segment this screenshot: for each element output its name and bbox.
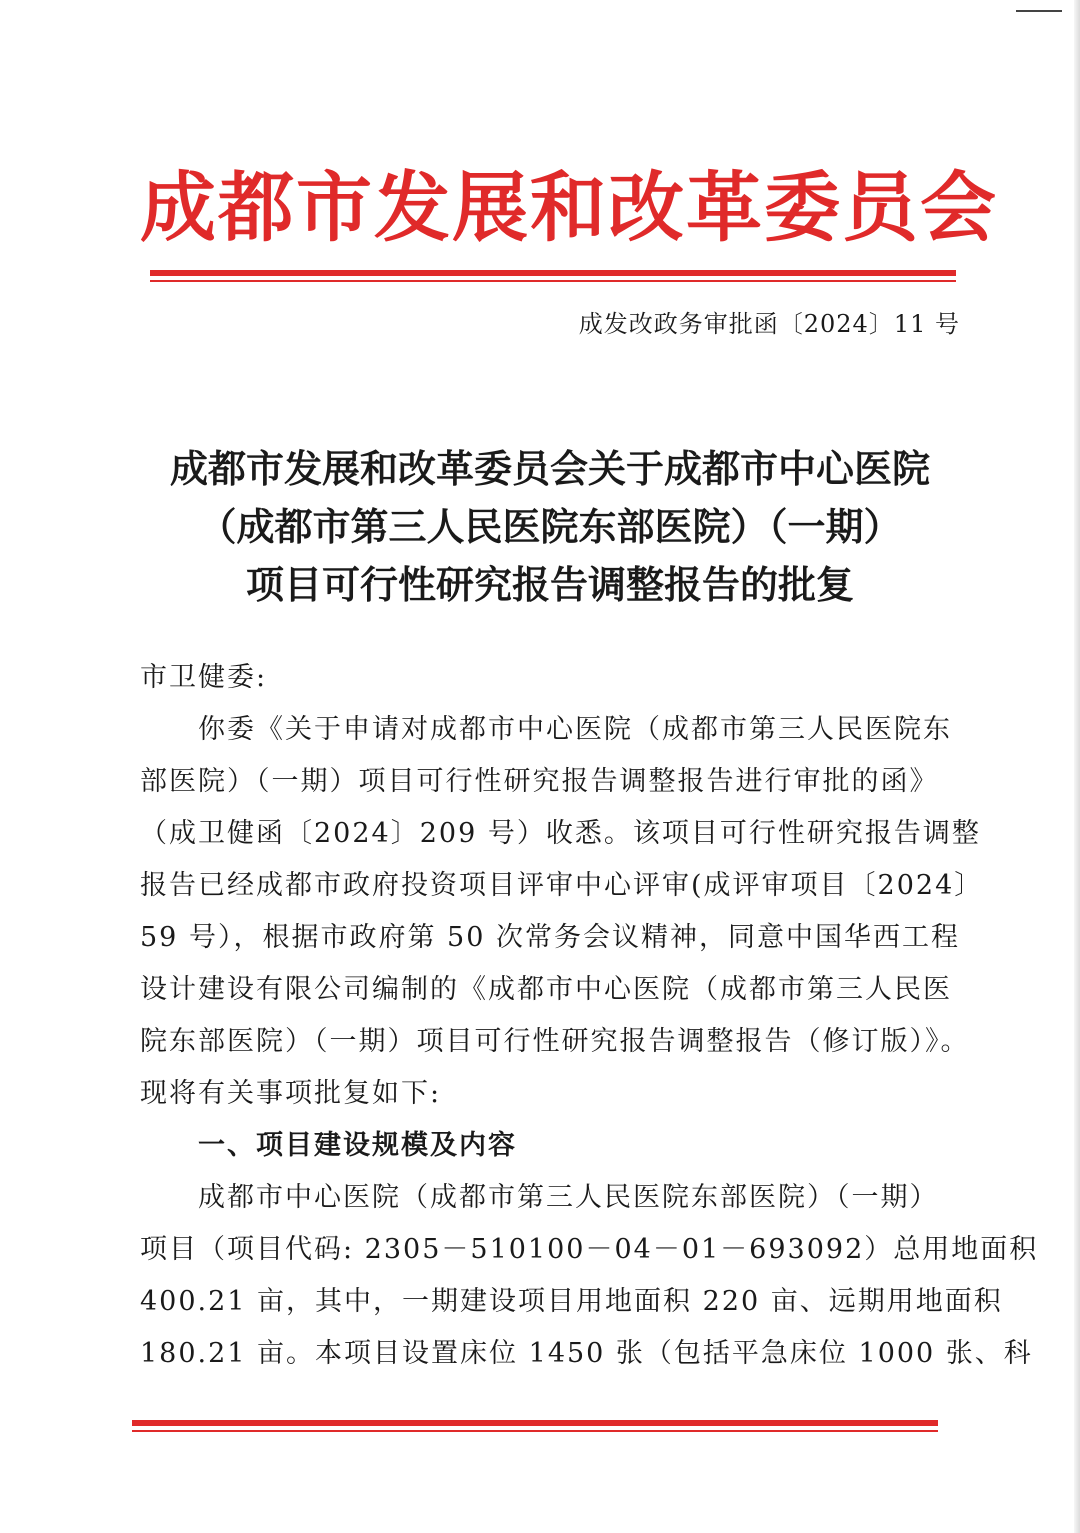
body-line: 项目（项目代码: 2305－510100－04－01－693092）总用地面积 [140,1234,1039,1265]
body-line: 设计建设有限公司编制的《成都市中心医院（成都市第三人民医 [140,974,952,1005]
body-line: 部医院）（一期）项目可行性研究报告调整报告进行审批的函》 [140,766,939,797]
title-line: 项目可行性研究报告调整报告的批复 [245,563,854,607]
corner-mark [1016,10,1062,12]
body-line: 180.21 亩。本项目设置床位 1450 张（包括平急床位 1000 张、科 [140,1338,1033,1369]
document-number: 成发改政务审批函〔2024〕11 号 [578,310,960,338]
footer-red-rule-thin [132,1430,938,1432]
body-line: （成卫健函〔2024〕209 号）收悉。该项目可行性研究报告调整 [140,818,981,849]
title-line: （成都市第三人民医院东部医院）（一期） [198,505,902,549]
body-line: 59 号），根据市政府第 50 次常务会议精神，同意中国华西工程 [140,922,960,953]
body-line: 报告已经成都市政府投资项目评审中心评审(成评审项目〔2024〕 [140,870,984,901]
body-line: 成都市中心医院（成都市第三人民医院东部医院）（一期） [198,1182,939,1213]
title-line: 成都市发展和改革委员会关于成都市中心医院 [169,447,930,491]
footer-red-rule [132,1420,938,1426]
section-heading: 一、项目建设规模及内容 [198,1130,517,1161]
body-line: 你委《关于申请对成都市中心医院（成都市第三人民医院东 [198,714,952,745]
document-title [140,440,960,614]
body-line: 400.21 亩，其中，一期建设项目用地面积 220 亩、远期用地面积 [140,1286,1003,1317]
document-body [140,652,1039,1380]
scan-edge [1074,0,1080,1533]
salutation: 市卫健委: [140,662,268,693]
body-line: 现将有关事项批复如下: [140,1078,442,1109]
header-red-rule-thin [150,280,956,282]
issuer-title: 成都市发展和改革委员会 [140,163,998,252]
body-line: 院东部医院）（一期）项目可行性研究报告调整报告（修订版）》。 [140,1026,970,1057]
header-red-rule [150,270,956,276]
